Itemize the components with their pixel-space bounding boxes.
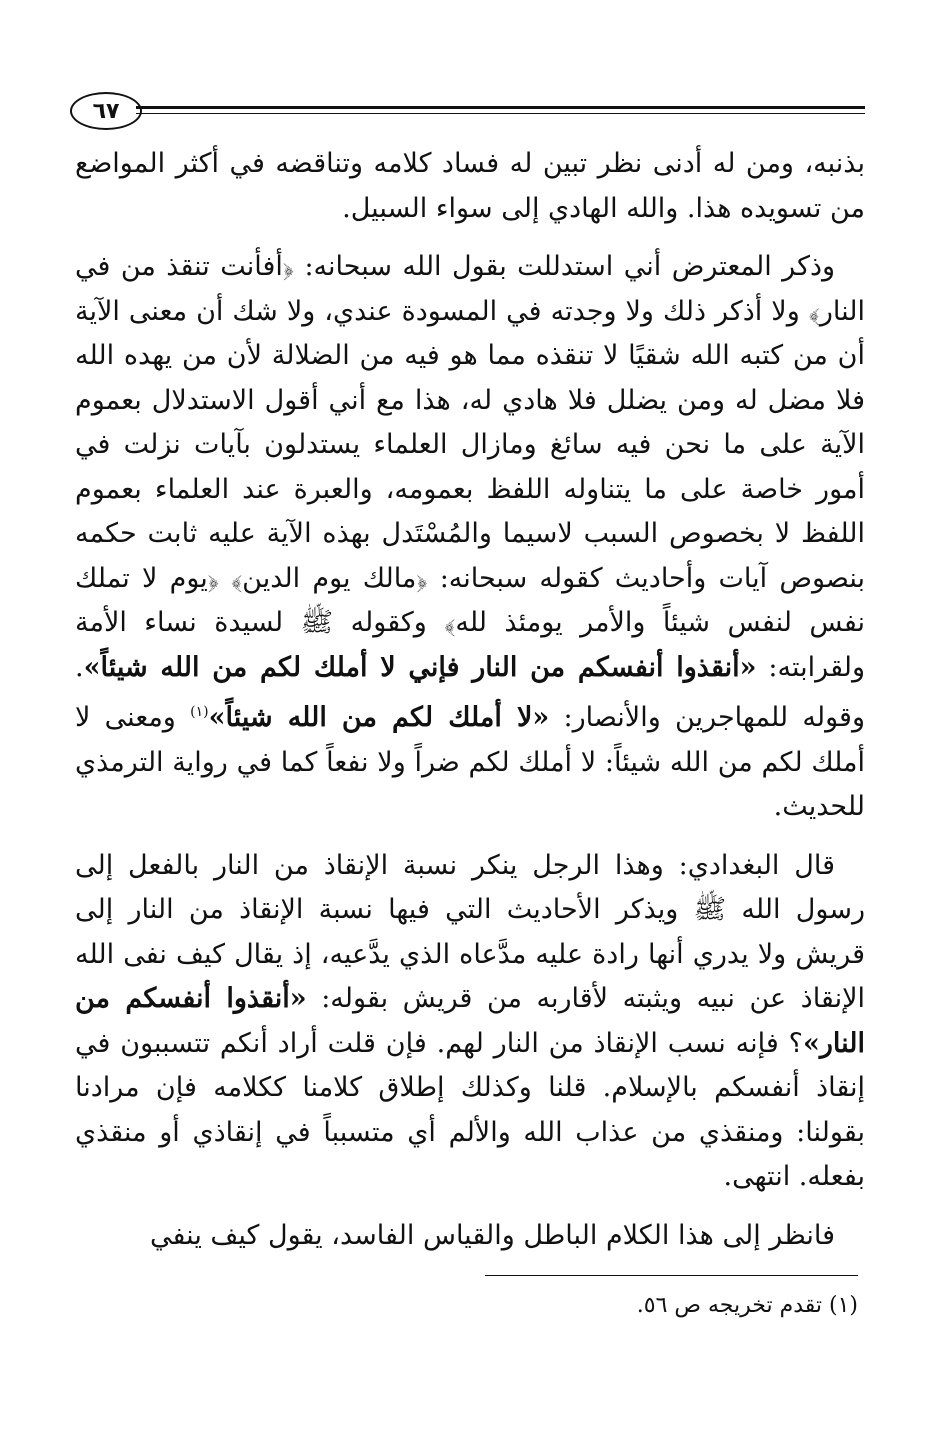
- page-number: ٦٧: [70, 92, 142, 130]
- paragraph-4-text: فانظر إلى هذا الكلام الباطل والقياس الفاسد، يقول كيف ينفي: [150, 1219, 835, 1251]
- paragraph-2-text-end: ومعنى لا أملك لكم من الله شيئاً: لا أملك لكم ضراً ولا نفعاً كما في رواية الترمذي للحديث.: [75, 702, 865, 822]
- paragraph-3-text-cont: ؟ فإنه نسب الإنقاذ من النار لهم. فإن قلت أراد أنكم تتسببون في إنقاذ أنفسكم بالإسلام. قلنا وكذلك إطلاق كلامنا ككلامه فإن مرادنا بقولنا: ومنقذي من عذاب الله والألم أي متسبباً في إنقاذي أو منقذي بفعله. انتهى.: [75, 1027, 865, 1192]
- paragraph-2-text: وذكر المعترض أني استدللت بقول الله سبحانه: ﴿أفأنت تنقذ من في النار﴾ ولا أذكر ذلك ولا وجدته في المسودة عندي، ولا شك أن معنى الآية أن من كتبه الله شقيًا لا تنقذه مما هو فيه من الضلالة لأن من يهده الله فلا مضل له ومن يضلل فلا هادي له، هذا مع أني أقول الاستدلال بعموم الآية على ما نحن فيه سائغ ومازال العلماء يستدلون بآيات نزلت في أمور خاصة على ما يتناوله اللفظ بعمومه، والعبرة عند العلماء بعموم اللفظ لا بخصوص السبب لاسيما والمُسْتَدل بهذه الآية عليه ثابت حكمه بنصوص آيات وأحاديث كقوله سبحانه: ﴿مالك يوم الدين﴾ ﴿يوم لا تملك نفس لنفس شيئاً والأمر يومئذ لله﴾ وكقوله ﷺ لسيدة نساء الأمة ولقرابته:: [75, 251, 865, 683]
- footnote-rule: [485, 1275, 858, 1276]
- paragraph-2: [75, 245, 865, 830]
- footnote: (١) تقدم تخريجه ص ٥٦.: [636, 1293, 858, 1318]
- page-body: [75, 142, 865, 1258]
- paragraph-2-text-cont: . وقوله للمهاجرين والأنصار:: [75, 651, 865, 733]
- header-rule-thin: [136, 113, 865, 114]
- paragraph-gap: [75, 1200, 865, 1214]
- paragraph-4: [75, 1214, 865, 1259]
- hadith-quote: «أنقذوا أنفسكم من النار فإني لا أملك لكم من الله شيئاً»: [83, 651, 757, 683]
- footnote-ref: (١): [190, 704, 209, 720]
- paragraph-gap: [75, 231, 865, 245]
- paragraph-3-text: قال البغدادي: وهذا الرجل ينكر نسبة الإنقاذ من النار بالفعل إلى رسول الله ﷺ ويذكر الأحاديث التي فيها نسبة الإنقاذ من النار إلى قريش ولا يدري أنها رادة عليه مدَّعاه الذي يدَّعيه، إذ يقال كيف نفى الله الإنقاذ عن نبيه ويثبته لأقاربه من قريش بقوله:: [75, 849, 866, 1014]
- paragraph-3: [75, 844, 865, 1200]
- paragraph-1: [75, 142, 865, 231]
- hadith-quote: «أنقذوا أنفسكم من النار»: [75, 983, 865, 1059]
- page-header: [70, 92, 865, 136]
- header-rule: [136, 106, 865, 109]
- hadith-quote: «لا أملك لكم من الله شيئاً»: [208, 702, 550, 733]
- paragraph-1-text: بذنبه، ومن له أدنى نظر تبين له فساد كلامه وتناقضه في أكثر المواضع من تسويده هذا. والله الهادي إلى سواء السبيل.: [75, 148, 865, 224]
- paragraph-gap: [75, 830, 865, 844]
